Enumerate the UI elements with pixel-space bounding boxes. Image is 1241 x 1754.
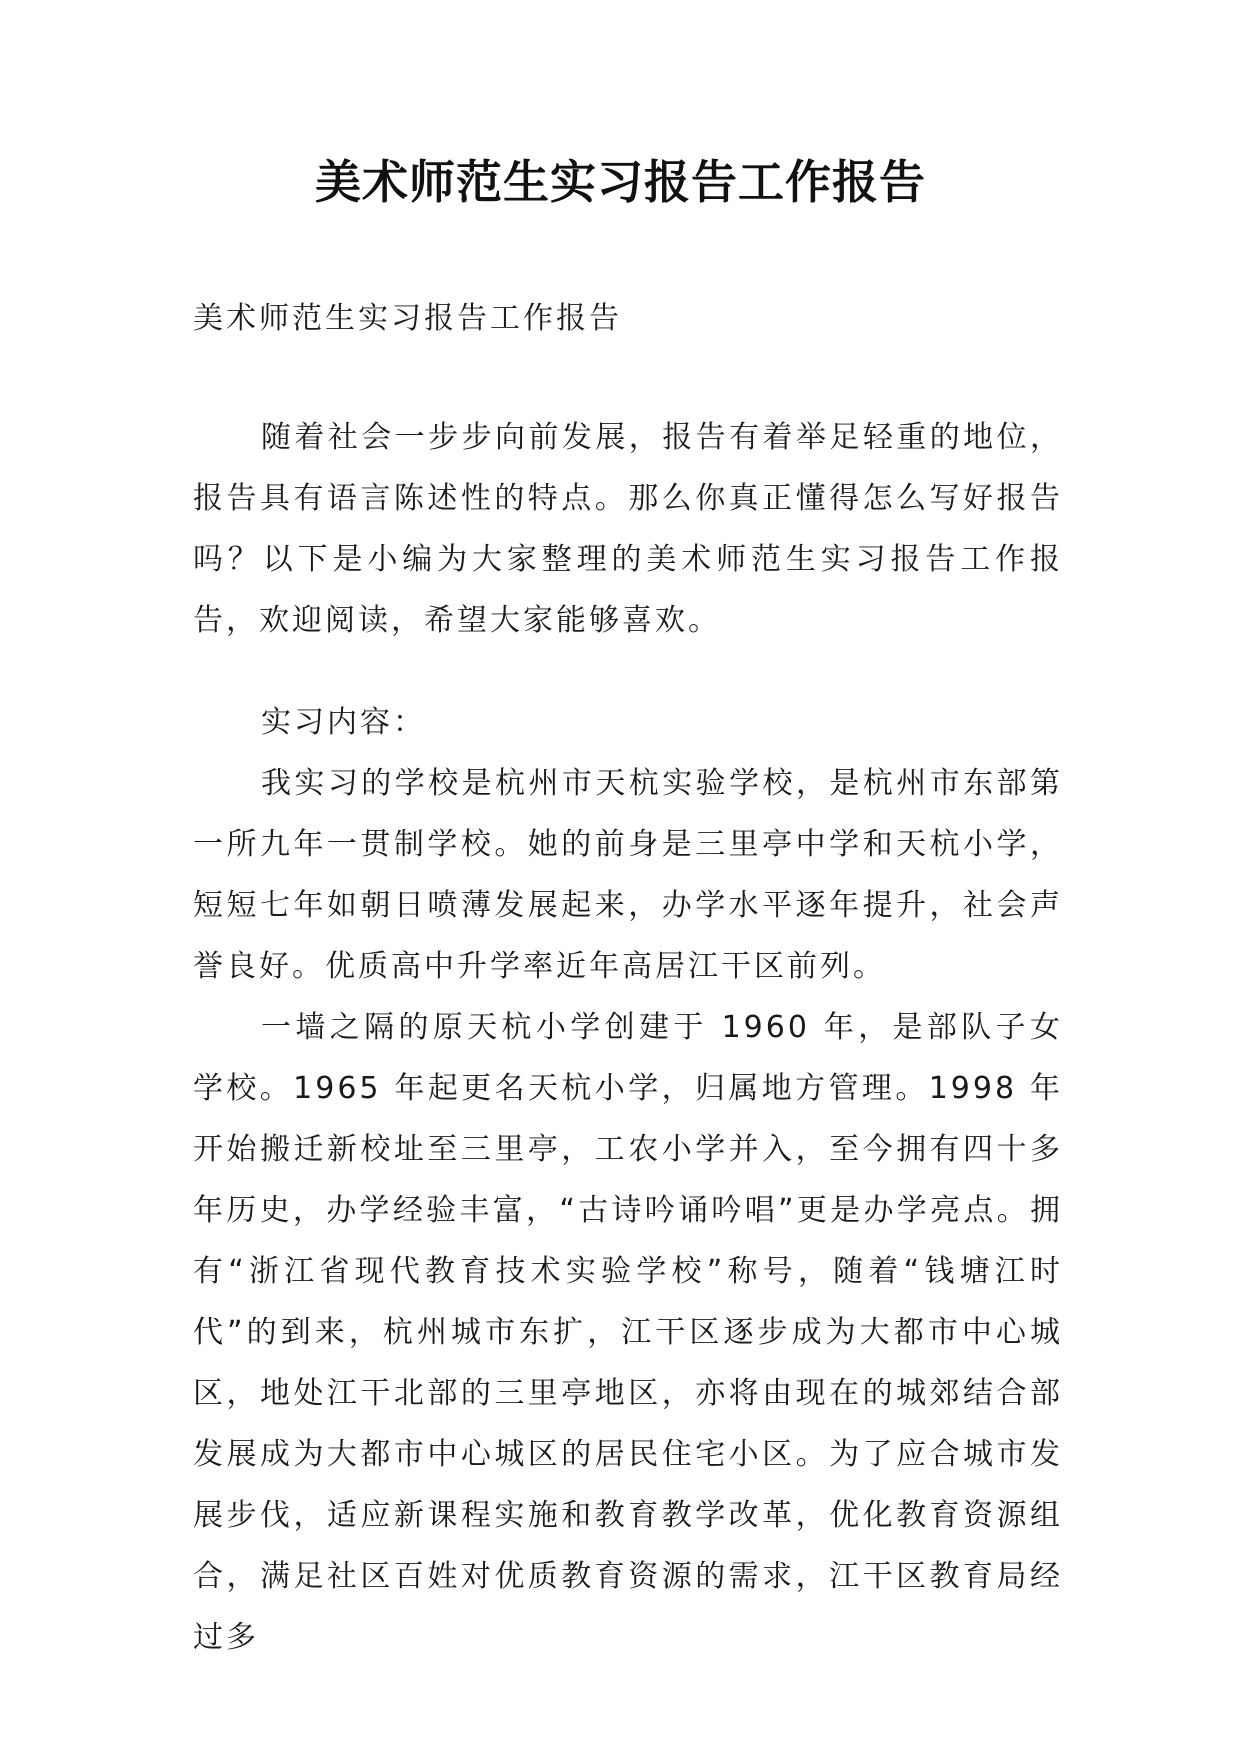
body-paragraph: 我实习的学校是杭州市天杭实验学校，是杭州市东部第一所九年一贯制学校。她的前身是三里亭中学和天杭小学，短短七年如朝日喷薄发展起来，办学水平逐年提升，社会声誉良好。优质高中升学率近年高居江干区前列。 (193, 766, 1063, 984)
document-subtitle: 美术师范生实习报告工作报告 (193, 301, 622, 336)
body-paragraph: 一墙之隔的原天杭小学创建于 1960 年，是部队子女学校。1965 年起更名天杭小学，归属地方管理。1998 年开始搬迁新校址至三里亭，工农小学并入，至今拥有四十多年历史，办学经验丰富，“古诗吟诵吟唱”更是办学亮点。拥有“浙江省现代教育技术实验学校”称号，随着“钱塘江时代”的到来，杭州城市东扩，江干区逐步成为大都市中心城区，地处江干北部的三里亭地区，亦将由现在的城郊结合部发展成为大都市中心城区的居民住宅小区。为了应合城市发展步伐，适应新课程实施和教育教学改革，优化教育资源组合，满足社区百姓对优质教育资源的需求，江干区教育局经过多 (193, 1010, 1063, 1655)
document-title: 美术师范生实习报告工作报告 (315, 155, 926, 209)
intro-paragraph: 随着社会一步步向前发展，报告有着举足轻重的地位，报告具有语言陈述性的特点。那么你真正懂得怎么写好报告吗？以下是小编为大家整理的美术师范生实习报告工作报告，欢迎阅读，希望大家能够喜欢。 (193, 420, 1063, 638)
section-heading: 实习内容： (261, 705, 426, 740)
